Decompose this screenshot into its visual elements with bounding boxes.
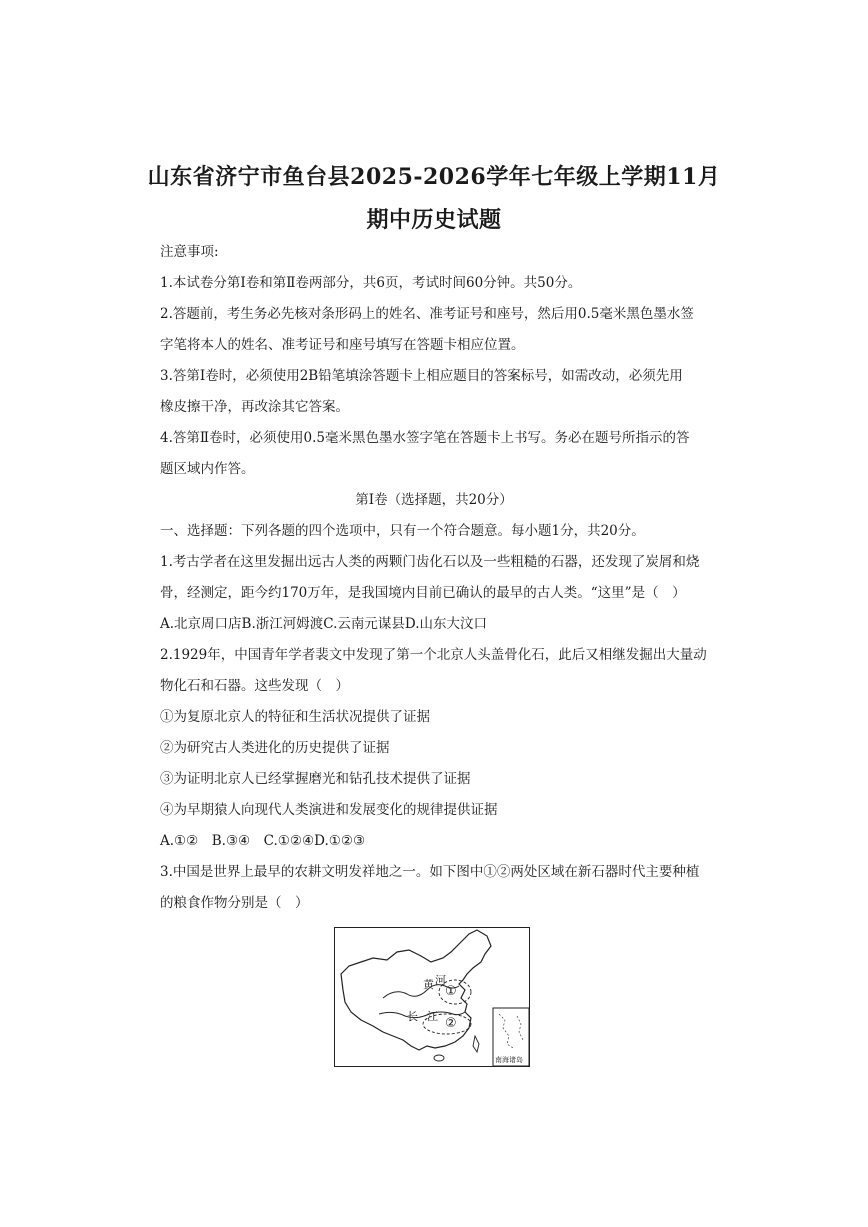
notes-item: 2.答题前，考生务必先核对条形码上的姓名、准考证号和座号，然后用0.5毫米黑色墨水签 <box>160 306 694 322</box>
china-map-figure <box>334 927 530 1067</box>
question-3-line: 的粮食作物分别是（ ） <box>160 895 309 911</box>
notes-heading: 注意事项: <box>160 244 219 260</box>
question-3-line: 3.中国是世界上最早的农耕文明发祥地之一。如下图中①②两处区域在新石器时代主要种植 <box>160 864 700 880</box>
exam-title-line1: 山东省济宁市鱼台县2025-2026学年七年级上学期11月 <box>147 164 721 190</box>
map-label-yangtze-1: 长 <box>407 1010 418 1023</box>
question-2-line: 物化石和石器。这些发现（ ） <box>160 678 349 694</box>
section-instruction: 一、选择题：下列各题的四个选项中，只有一个符合题意。每小题1分，共20分。 <box>160 523 645 539</box>
notes-item: 4.答第Ⅱ卷时，必须使用0.5毫米黑色墨水签字笔在答题卡上书写。务必在题号所指示的答 <box>160 430 690 446</box>
notes-item: 橡皮擦干净，再改涂其它答案。 <box>160 399 349 415</box>
question-2-line: 2.1929年，中国青年学者裴文中发现了第一个北京人头盖骨化石，此后又相继发掘出大量动 <box>160 647 707 663</box>
map-inset-caption: 南海诸岛 <box>495 1056 523 1064</box>
map-label-yangtze-2: 江 <box>427 1010 438 1023</box>
map-label-yellow-river-2: 河 <box>435 974 446 987</box>
notes-item: 题区域内作答。 <box>160 461 255 477</box>
question-1-options: A.北京周口店B.浙江河姆渡C.云南元谋县D.山东大汶口 <box>160 616 488 632</box>
question-1-line: 1.考古学者在这里发掘出远古人类的两颗门齿化石以及一些粗糙的石器，还发现了炭屑和烧 <box>160 554 700 570</box>
question-2-statement: ②为研究古人类进化的历史提供了证据 <box>160 740 390 756</box>
china-map-outline <box>335 928 531 1068</box>
exam-title-line2: 期中历史试题 <box>366 207 502 233</box>
question-2-statement: ①为复原北京人的特征和生活状况提供了证据 <box>160 709 430 725</box>
notes-item: 字笔将本人的姓名、准考证号和座号填写在答题卡相应位置。 <box>160 337 525 353</box>
question-2-statement: ④为早期猿人向现代人类演进和发展变化的规律提供证据 <box>160 802 498 818</box>
question-2-statement: ③为证明北京人已经掌握磨光和钻孔技术提供了证据 <box>160 771 471 787</box>
notes-item: 3.答第Ⅰ卷时，必须使用2B铅笔填涂答题卡上相应题目的答案标号，如需改动，必须先用 <box>160 368 683 384</box>
notes-item: 1.本试卷分第Ⅰ卷和第Ⅱ卷两部分，共6页，考试时间60分钟。共50分。 <box>160 275 582 291</box>
map-marker-1: ① <box>445 984 457 999</box>
question-2-options: A.①② B.③④ C.①②④D.①②③ <box>160 833 366 849</box>
map-label-yellow-river-1: 黄 <box>423 978 434 991</box>
question-1-line: 骨，经测定，距今约170万年，是我国境内目前已确认的最早的古人类。“这里”是（ ） <box>160 585 686 601</box>
map-marker-2: ② <box>445 1016 457 1031</box>
section-title: 第Ⅰ卷（选择题，共20分） <box>355 492 513 508</box>
